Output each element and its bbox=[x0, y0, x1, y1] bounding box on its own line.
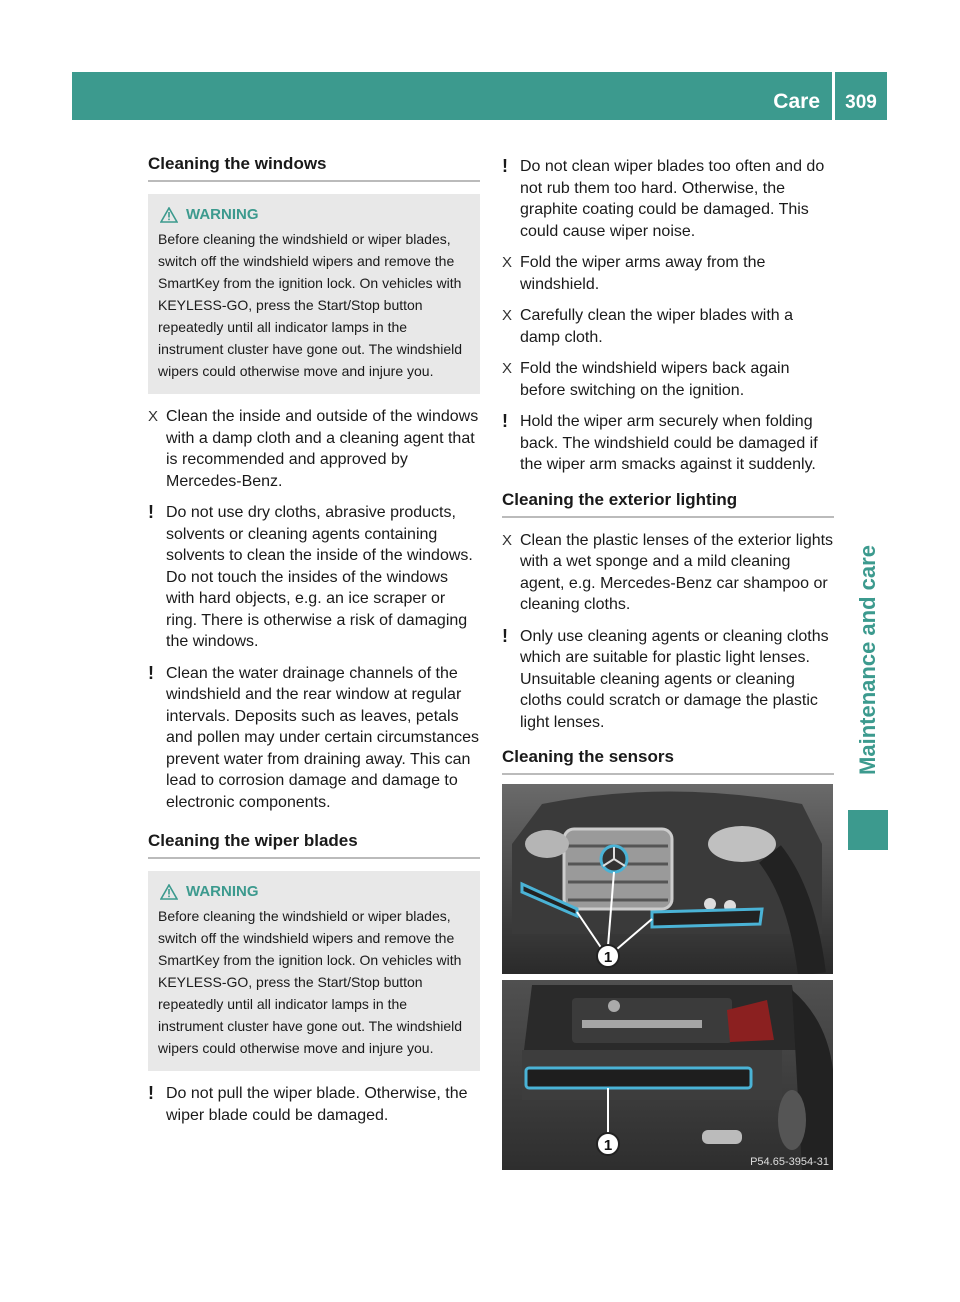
note-text: Do not clean wiper blades too often and do not rub them too hard. Otherwise, the graphite coating could be damaged. This could cause wiper noise. bbox=[520, 158, 825, 240]
warning-label: WARNING bbox=[186, 206, 259, 223]
step-marker: X bbox=[502, 307, 513, 324]
note-item bbox=[148, 1083, 480, 1126]
note-item bbox=[148, 502, 480, 653]
step-text: Fold the wiper arms away from the windshield. bbox=[520, 254, 766, 293]
warning-heading bbox=[158, 204, 470, 226]
front-bumper-illustration bbox=[502, 784, 833, 974]
left-column bbox=[148, 154, 480, 1136]
section-title-wiper-blades: Cleaning the wiper blades bbox=[148, 831, 480, 859]
section-title-exterior-lighting: Cleaning the exterior lighting bbox=[502, 490, 834, 518]
step-text: Carefully clean the wiper blades with a damp cloth. bbox=[520, 307, 794, 346]
front-sensors-figure bbox=[502, 784, 833, 974]
callout-rear: 1 bbox=[603, 1137, 613, 1154]
side-tab bbox=[847, 520, 889, 800]
warning-heading bbox=[158, 881, 470, 903]
side-tab-marker bbox=[848, 810, 888, 850]
step-item bbox=[502, 358, 834, 401]
section-title-sensors: Cleaning the sensors bbox=[502, 747, 834, 775]
warning-triangle-icon bbox=[160, 207, 178, 223]
step-item bbox=[502, 252, 834, 295]
note-text: Clean the water drainage channels of the windshield and the rear window at regular intervals. Deposits such as leaves, petals and pollen may under certain circumstances prevent water from draining away. This can lead to corrosion damage and damage to electronic components. bbox=[166, 664, 480, 811]
warning-text: Before cleaning the windshield or wiper blades, switch off the windshield wipers and remove the SmartKey from the ignition lock. On vehicles with KEYLESS-GO, press the Start/Stop button repeatedly until all indicator lamps in the instrument cluster have gone out. The windshield wipers could otherwise move and injure you. bbox=[158, 231, 463, 379]
header-bar bbox=[72, 72, 832, 120]
note-item bbox=[502, 411, 834, 476]
note-text: Only use cleaning agents or cleaning cloths which are suitable for plastic light lenses. Unsuitable cleaning agents or cleaning cloths could scratch or damage the plastic light lenses. bbox=[520, 627, 829, 731]
right-column bbox=[502, 156, 834, 787]
step-text: Fold the windshield wipers back again before switching on the ignition. bbox=[520, 360, 790, 399]
warning-text: Before cleaning the windshield or wiper blades, switch off the windshield wipers and remove the SmartKey from the ignition lock. On vehicles with KEYLESS-GO, press the Start/Stop button repeatedly until all indicator lamps in the instrument cluster have gone out. The windshield wipers could otherwise move and injure you. bbox=[158, 908, 463, 1056]
warning-label: WARNING bbox=[186, 883, 259, 900]
section-title-windows: Cleaning the windows bbox=[148, 154, 480, 182]
warning-box bbox=[148, 194, 480, 394]
warning-box bbox=[148, 871, 480, 1071]
step-text: Clean the inside and outside of the windows with a damp cloth and a cleaning agent that is recommended and approved by Mercedes-Benz. bbox=[166, 408, 479, 490]
note-marker: ! bbox=[148, 502, 154, 522]
step-marker: X bbox=[502, 360, 513, 377]
note-marker: ! bbox=[502, 625, 508, 646]
note-text: Hold the wiper arm securely when folding back. The windshield could be damaged if the wiper arm smacks against it suddenly. bbox=[520, 413, 818, 473]
step-marker: X bbox=[502, 254, 513, 271]
step-item bbox=[148, 406, 480, 492]
callout-front: 1 bbox=[603, 949, 613, 966]
page-number: 309 bbox=[845, 92, 877, 113]
note-item bbox=[502, 626, 834, 734]
note-text: Do not use dry cloths, abrasive products, solvents or cleaning agents containing solvents to clean the inside of the windows. Do not touch the insides of the windows with hard objects, e.g. an ice scraper or ring. There is otherwise a risk of damaging the windows. bbox=[166, 504, 473, 650]
rear-sensors-figure bbox=[502, 980, 833, 1170]
note-marker: ! bbox=[148, 1083, 154, 1103]
step-marker: X bbox=[148, 408, 159, 425]
chapter-title: Care bbox=[773, 90, 820, 113]
warning-triangle-icon bbox=[160, 884, 178, 900]
note-marker: ! bbox=[148, 662, 154, 683]
note-item bbox=[502, 156, 834, 242]
note-marker: ! bbox=[502, 156, 508, 176]
figure-code: P54.65-3954-31 bbox=[750, 1156, 829, 1168]
step-item bbox=[502, 305, 834, 348]
rear-bumper-illustration bbox=[502, 980, 833, 1170]
note-text: Do not pull the wiper blade. Otherwise, the wiper blade could be damaged. bbox=[166, 1085, 468, 1124]
side-tab-label: Maintenance and care bbox=[855, 545, 880, 775]
step-marker: X bbox=[502, 531, 513, 549]
note-marker: ! bbox=[502, 411, 508, 431]
note-item bbox=[148, 663, 480, 814]
step-text: Clean the plastic lenses of the exterior lights with a wet sponge and a mild cleaning agent, e.g. Mercedes-Benz car shampoo or cleaning cloths. bbox=[520, 531, 834, 613]
step-item bbox=[502, 530, 834, 616]
